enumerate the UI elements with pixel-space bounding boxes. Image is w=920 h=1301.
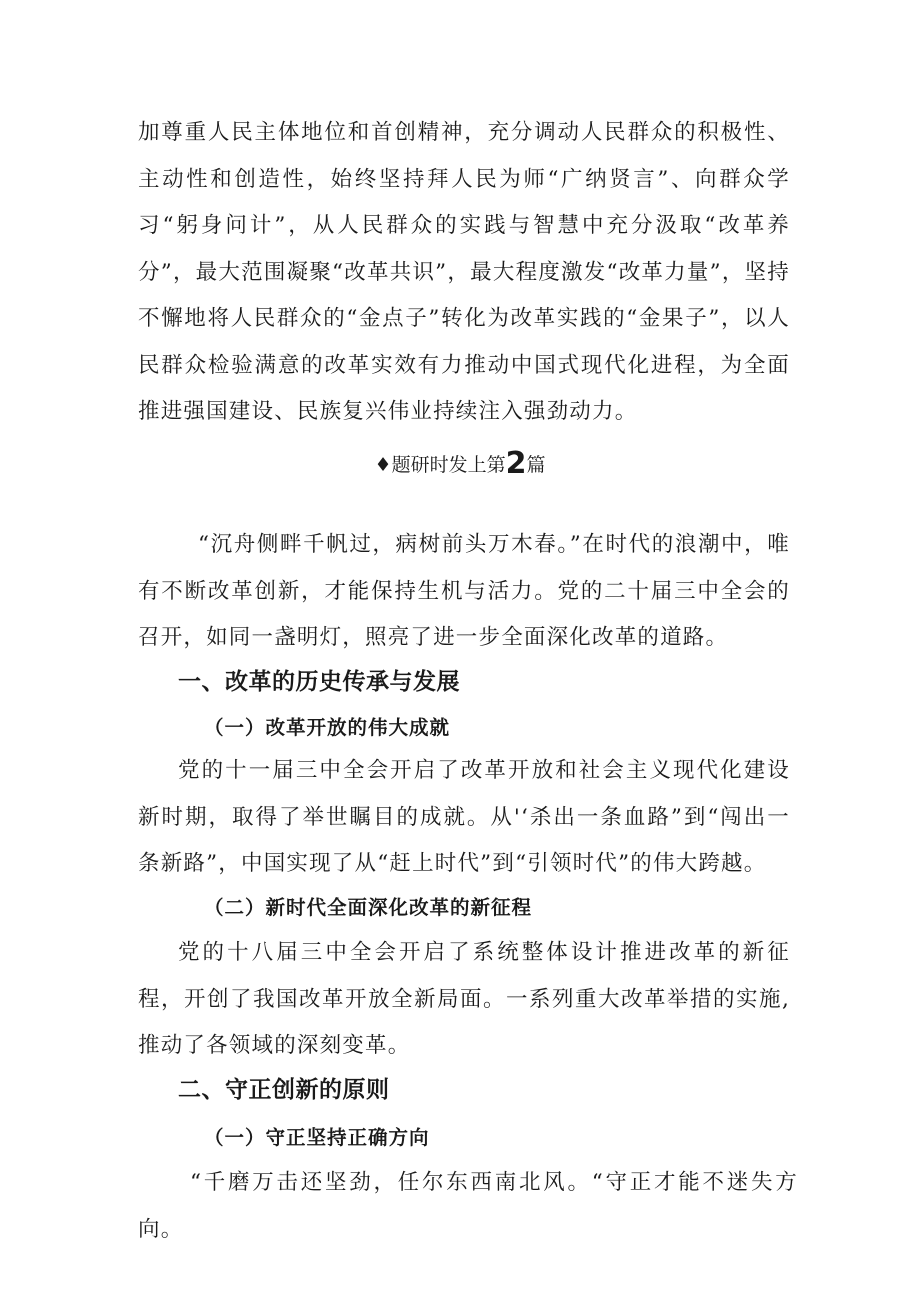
section2-heading: 二、守正创新的原则 [178,1077,390,1103]
article-title-number: 2 [505,446,527,481]
section1-sub1-heading: （一）改革开放的伟大成就 [204,716,451,739]
article-title-prefix: ♦题研时发上第 [374,454,506,476]
section2-sub1-text: “千磨万击还坚劲，任尔东西南北风。“守正才能不迷失方向。 [138,1170,798,1242]
intro-paragraph: 加尊重人民主体地位和首创精神，充分调动人民群众的积极性、主动性和创造性，始终坚持拜人民为师“广纳贤言”、向群众学习“躬身问计”，从人民群众的实践与智慧中充分汲取“改革养分”，最大范围凝聚“改革共识”，最大程度激发“改革力量”，坚持不懈地将人民群众的“金点子”转化为改革实践的“金果子”，以人民群众检验满意的改革实效有力推动中国式现代化进程，为全面推进强国建设、民族复兴伟业持续注入强劲动力。 [138,120,790,424]
section2-sub1-heading: （一）守正坚持正确方向 [204,1126,430,1149]
section1-heading: 一、改革的历史传承与发展 [178,669,460,695]
opening-paragraph: “沉舟侧畔千帆过，病树前头万木春。”在时代的浪潮中，唯有不断改革创新，才能保持生机与活力。党的二十届三中全会的召开，如同一盏明灯，照亮了进一步全面深化改革的道路。 [138,532,790,650]
section1-sub1-text: 党的十一届三中全会开启了改革开放和社会主义现代化建设新时期，取得了举世瞩目的成就。从'‘杀出一条血路”到“闯出一条新路”，中国实现了从“赶上时代”到“引领时代”的伟大跨越。 [138,758,790,876]
section1-sub2-text: 党的十八届三中全会开启了系统整体设计推进改革的新征程，开创了我国改革开放全新局面。一系列重大改革举措的实施,推动了各领域的深刻变革。 [138,940,790,1058]
section1-sub2-heading: （二）新时代全面深化改革的新征程 [204,896,533,919]
article-title-suffix: 篇 [526,454,546,476]
article-title [0,444,920,485]
